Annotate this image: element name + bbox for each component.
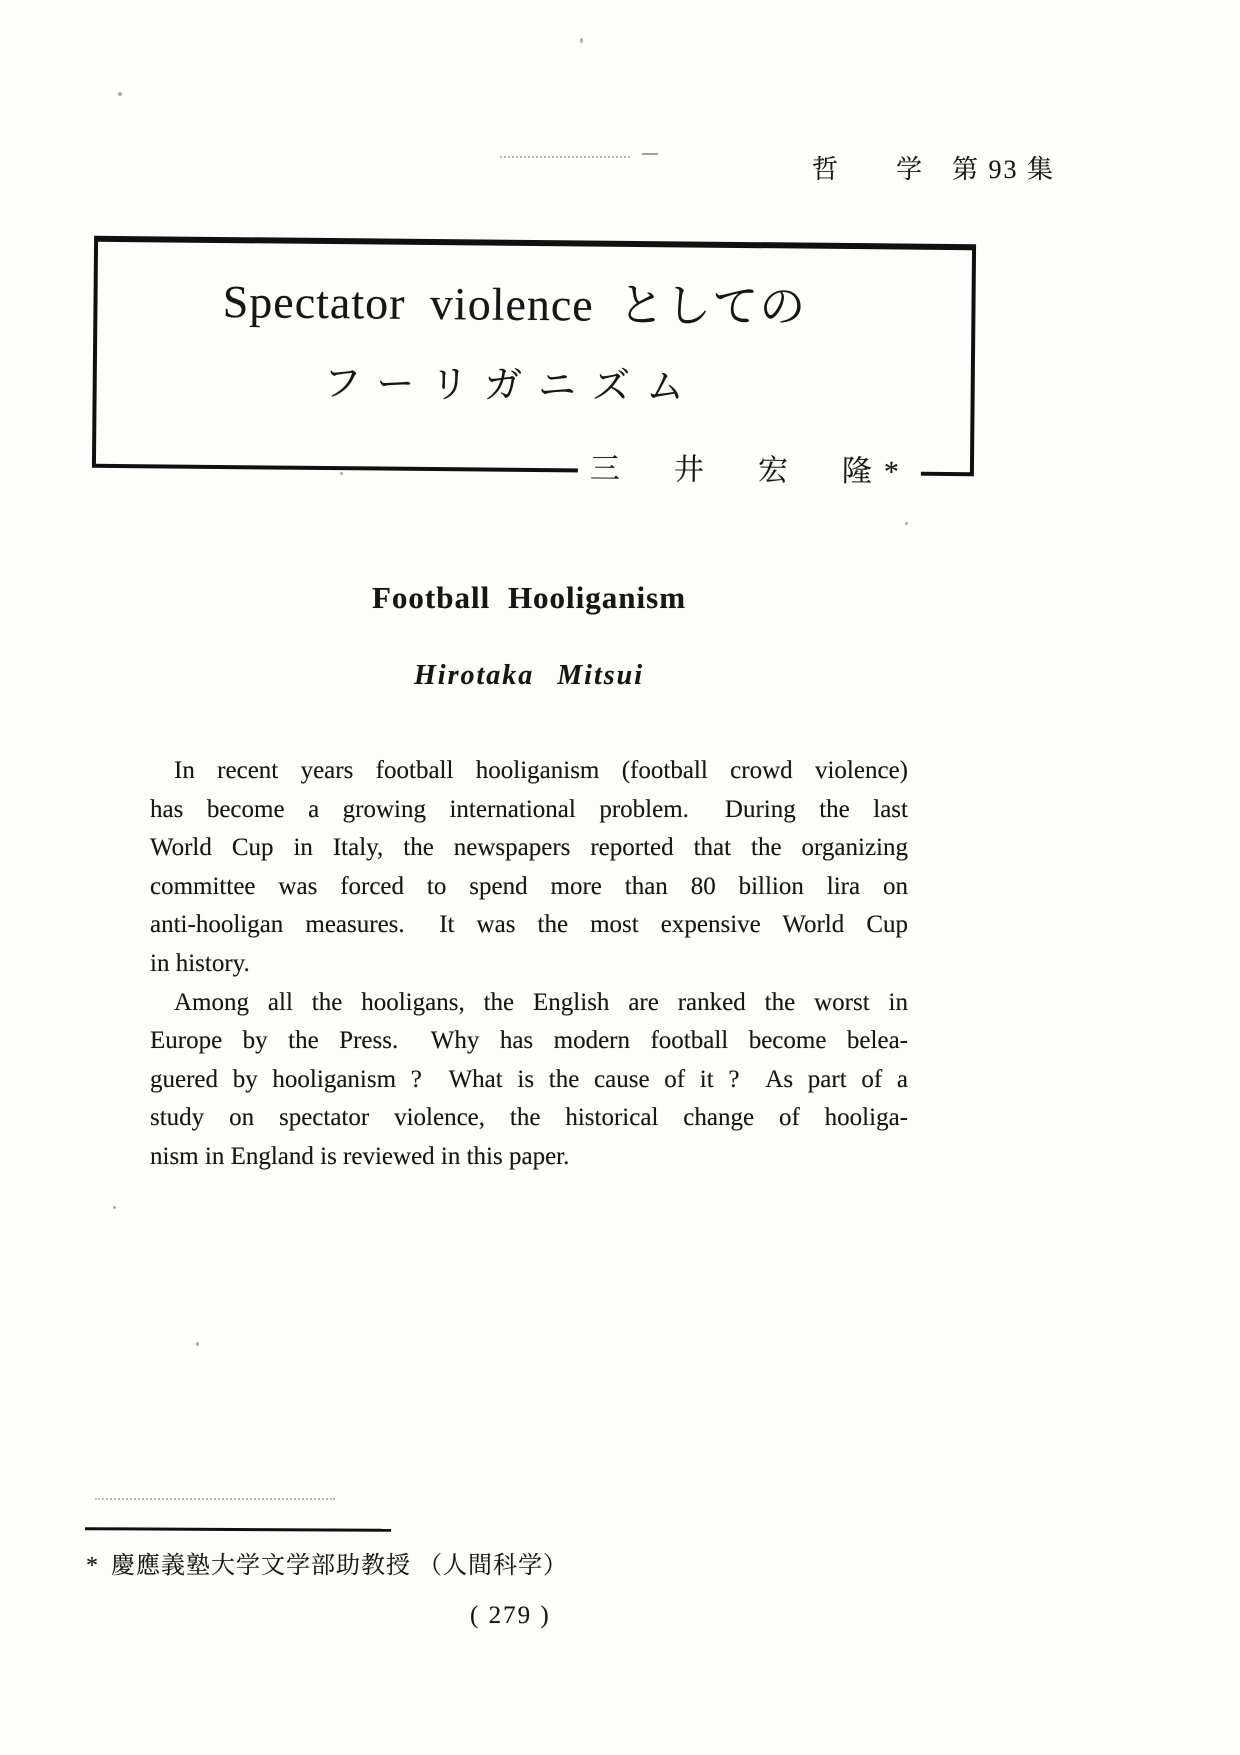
article-title-line1: Spectator violence としての	[222, 276, 807, 333]
scan-speck	[118, 92, 122, 96]
scan-speck	[113, 1206, 116, 1209]
scan-smudge	[95, 1498, 335, 1500]
footnote	[86, 1545, 568, 1580]
scan-speck	[905, 522, 908, 525]
body-line: study on spectator violence, the historical change of hooliga-	[150, 1104, 908, 1132]
body-line: World Cup in Italy, the newspapers reported that the organizing	[150, 834, 908, 862]
body-line: Europe by the Press. Why has modern football become belea-	[150, 1027, 908, 1055]
article-title-line2: フーリガニズム	[323, 362, 701, 409]
scan-smudge	[642, 153, 658, 155]
body-line: nism in England is reviewed in this paper.	[150, 1142, 570, 1170]
scan-smudge	[500, 156, 630, 158]
scan-speck	[580, 38, 583, 43]
footnote-marker: *	[86, 1553, 99, 1579]
body-line: anti-hooligan measures. It was the most expensive World Cup	[150, 911, 908, 939]
scan-speck	[196, 1342, 199, 1346]
body-line: In recent years football hooliganism (football crowd violence)	[174, 757, 908, 784]
footnote-rule	[85, 1527, 391, 1532]
title-box	[92, 236, 976, 489]
page-number: ( 279 )	[470, 1602, 551, 1629]
body-line: in history.	[150, 949, 250, 977]
body-line: committee was forced to spend more than 80 billion lira on	[150, 872, 908, 900]
author-name-japanese: 三 井 宏 隆*	[578, 448, 921, 493]
body-line: Among all the hooligans, the English are ranked the worst in	[174, 988, 908, 1016]
article-body	[150, 752, 908, 1177]
body-line: has become a growing international problem. During the last	[150, 795, 908, 823]
journal-volume-header: 哲 学 第 93 集	[812, 155, 1056, 184]
footnote-text: 慶應義塾大学文学部助教授 （人間科学）	[111, 1553, 568, 1579]
scan-speck	[340, 472, 343, 475]
author-name-romanized: Hirotaka Mitsui	[414, 660, 644, 691]
body-line: guered by hooliganism ? What is the cause of it ? As part of a	[150, 1065, 908, 1093]
english-title: Football Hooliganism	[371, 580, 687, 615]
